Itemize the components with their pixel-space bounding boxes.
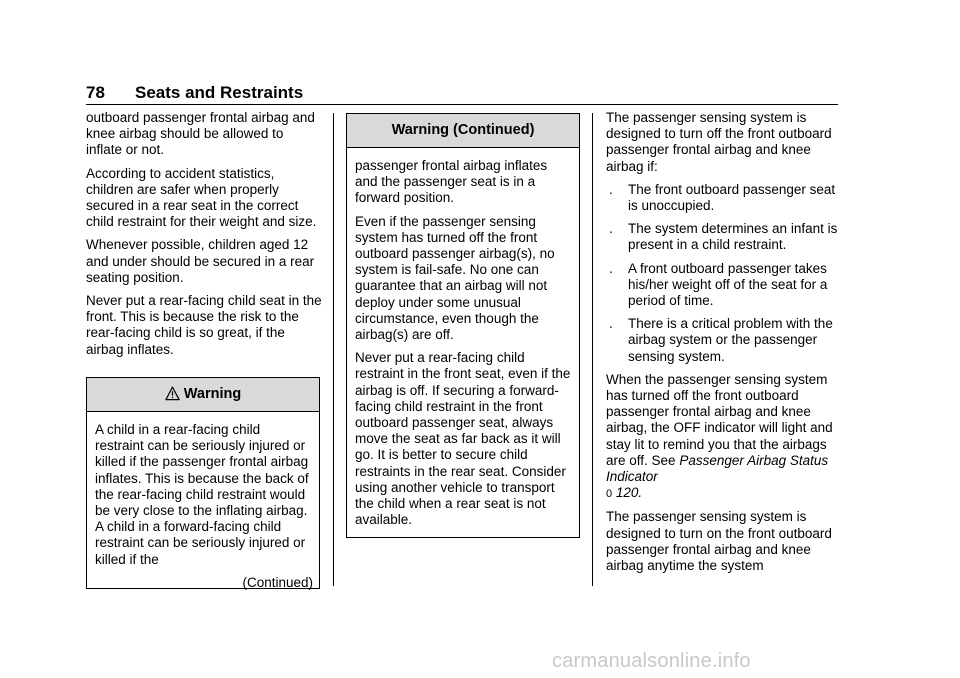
watermark: carmanualsonline.info — [552, 650, 751, 672]
paragraph: outboard passenger frontal airbag and knee airbag should be allowed to inflate or not. — [86, 110, 315, 158]
list-item — [606, 221, 842, 253]
warning-continued-body — [347, 148, 579, 528]
page-header — [86, 82, 303, 104]
warning-title: Warning — [183, 386, 242, 402]
bullet-marker: . — [609, 260, 613, 276]
bullet-marker: . — [609, 316, 613, 332]
warning-paragraph: Never put a rear-facing child restraint in the front seat, even if the airbag is off. If securing a forward-facing child restraint in the front outboard passenger seat, always move the seat as far back as it will go. It is better to secure child restraints in the rear seat. Consider using another vehicle to transport the child when a rear seat is not available. — [355, 350, 571, 528]
paragraph: The passenger sensing system is designed to turn on the front outboard passenger frontal airbag and knee airbag anytime the system — [606, 509, 832, 574]
paragraph: The passenger sensing system is designed to turn off the front outboard passenger frontal airbag and knee airbag if: — [606, 110, 832, 174]
paragraph: Never put a rear-facing child seat in the front. This is because the risk to the rear-facing child is so great, if the airbag inflates. — [86, 293, 322, 357]
bullet-text: A front outboard passenger takes his/her weight off of the seat for a period of time. — [628, 260, 828, 309]
continued-label: (Continued) — [242, 574, 313, 590]
warning-text: A child in a rear-facing child restraint can be seriously injured or killed if the passenger frontal airbag inflates. This is because the back of the rear-facing child restraint would be very close to the inflating airbag. A child in a forward-facing child restraint can be seriously injured or killed if the — [95, 422, 309, 567]
column-3 — [606, 110, 842, 581]
column-1 — [86, 110, 322, 365]
cross-reference-title[interactable]: Passenger Airbag Status Indicator — [606, 452, 829, 485]
column-divider-1 — [333, 113, 334, 586]
warning-continued-box — [346, 113, 580, 538]
header-rule — [86, 104, 838, 105]
bullet-text: There is a critical problem with the airbag system or the passenger sensing system. — [628, 316, 833, 364]
bullet-text: The front outboard passenger seat is unoccupied. — [628, 181, 836, 214]
warning-triangle-icon — [165, 381, 180, 414]
list-item — [606, 316, 842, 365]
paragraph: When the passenger sensing system has turned off the front outboard passenger frontal airbag and knee airbag, the OFF indicator will light and stay lit to remind you that the airbags are off. See Passenger Airbag Status Indicator 0 120. — [606, 371, 833, 501]
warning-box — [86, 377, 320, 589]
section-title: Seats and Restraints — [135, 83, 304, 102]
warning-box-header — [87, 378, 319, 412]
list-item — [606, 261, 842, 310]
bullet-text: The system determines an infant is present in a child restraint. — [628, 221, 838, 253]
list-item — [606, 182, 842, 214]
page-number: 78 — [86, 83, 105, 102]
warning-body — [87, 412, 319, 568]
column-divider-2 — [592, 113, 593, 586]
page-reference-icon: 0 — [606, 488, 613, 501]
paragraph-text: When the passenger sensing system has turned off the front outboard passenger frontal airbag and knee airbag, the OFF indicator will light and stay lit to remind you that the airbags are off. See — [606, 371, 833, 468]
paragraph: Whenever possible, children aged 12 and under should be secured in a rear seating position. — [86, 237, 315, 285]
warning-continued-header: Warning (Continued) — [347, 114, 579, 148]
bullet-marker: . — [609, 221, 613, 237]
bullet-marker: . — [609, 181, 613, 197]
warning-paragraph: passenger frontal airbag inflates and the passenger seat is in a forward position. — [355, 158, 548, 206]
paragraph: According to accident statistics, children are safer when properly secured in a rear seat in the correct child restraint for their weight and size. — [86, 165, 317, 230]
cross-reference-page[interactable]: 120 — [615, 485, 639, 501]
warning-paragraph: Even if the passenger sensing system has turned off the front outboard passenger airbag(s), no system is fail-safe. No one can guarantee that an airbag will not deploy under some unusual circumstance, even though the airbag(s) are off. — [355, 213, 555, 343]
